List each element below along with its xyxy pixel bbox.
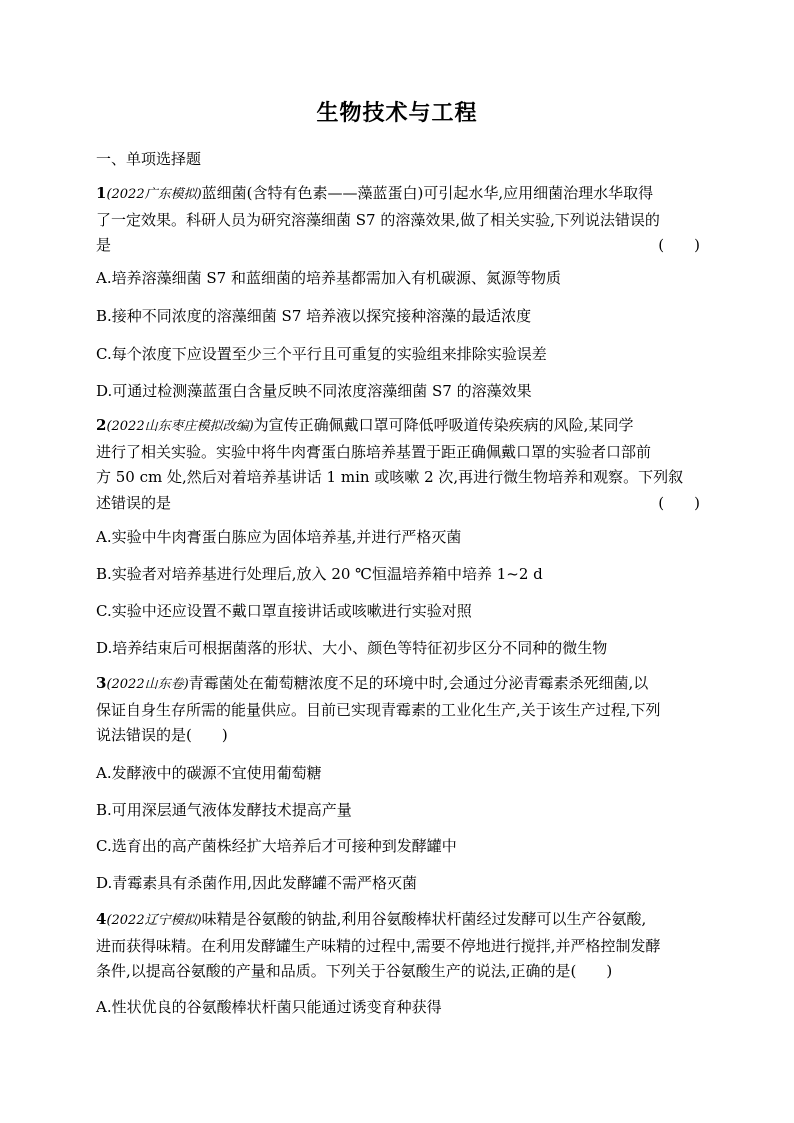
question-3-option-b: B.可用深层通气液体发酵技术提高产量 bbox=[96, 801, 352, 819]
question-1-option-c: C.每个浓度下应设置至少三个平行且可重复的实验组来排除实验误差 bbox=[96, 345, 547, 363]
question-2-line-4: 述错误的是 ( ) bbox=[96, 491, 700, 517]
question-2-option-b: B.实验者对培养基进行处理后,放入 20 ℃恒温培养箱中培养 1~2 d bbox=[96, 565, 543, 583]
question-number: 2 bbox=[96, 416, 107, 434]
question-4-option-a: A.性状优良的谷氨酸棒状杆菌只能通过诱变育种获得 bbox=[96, 998, 442, 1016]
question-1-stem bbox=[96, 181, 700, 259]
question-number: 1 bbox=[96, 184, 107, 202]
question-3-line-1: 3(2022山东卷)青霉菌处在葡萄糖浓度不足的环境中时,会通过分泌青霉素杀死细菌,以 bbox=[96, 674, 649, 692]
question-1-option-d: D.可通过检测藻蓝蛋白含量反映不同浓度溶藻细菌 S7 的溶藻效果 bbox=[96, 382, 532, 400]
question-1-line-3: 是 ( ) bbox=[96, 233, 700, 259]
question-source: (2022山东卷) bbox=[106, 677, 189, 692]
question-2-line-1: 2(2022山东枣庄模拟改编)为宣传正确佩戴口罩可降低呼吸道传染疾病的风险,某同学 bbox=[96, 416, 634, 434]
question-2-option-d: D.培养结束后可根据菌落的形状、大小、颜色等特征初步区分不同种的微生物 bbox=[96, 639, 608, 657]
question-3-option-c: C.选育出的高产菌株经扩大培养后才可接种到发酵罐中 bbox=[96, 837, 457, 855]
page-title: 生物技术与工程 bbox=[316, 101, 478, 126]
question-3-line-3: 说法错误的是( ) bbox=[96, 726, 228, 744]
question-1-option-a: A.培养溶藻细菌 S7 和蓝细菌的培养基都需加入有机碳源、氮源等物质 bbox=[96, 269, 561, 287]
question-3-stem bbox=[96, 671, 700, 749]
question-3-option-d: D.青霉素具有杀菌作用,因此发酵罐不需严格灭菌 bbox=[96, 874, 418, 892]
question-2-option-a: A.实验中牛肉膏蛋白胨应为固体培养基,并进行严格灭菌 bbox=[96, 528, 462, 546]
question-2-line-3: 方 50 cm 处,然后对着培养基讲话 1 min 或咳嗽 2 次,再进行微生物培养和观察。下列叙 bbox=[96, 468, 684, 486]
question-1-line-2: 了一定效果。科研人员为研究溶藻细菌 S7 的溶藻效果,做了相关实验,下列说法错误的 bbox=[96, 210, 660, 229]
question-number: 3 bbox=[96, 674, 107, 692]
question-4-line-1: 4(2022辽宁模拟)味精是谷氨酸的钠盐,利用谷氨酸棒状杆菌经过发酵可以生产谷氨酸, bbox=[96, 910, 647, 928]
question-3-option-a: A.发酵液中的碳源不宜使用葡萄糖 bbox=[96, 764, 322, 782]
answer-bracket: ( ) bbox=[658, 236, 700, 254]
question-1-option-b: B.接种不同浓度的溶藻细菌 S7 培养液以探究接种溶藻的最适浓度 bbox=[96, 307, 532, 325]
answer-bracket: ( ) bbox=[570, 962, 613, 980]
section-heading: 一、单项选择题 bbox=[96, 150, 202, 168]
question-2-line-2: 进行了相关实验。实验中将牛肉膏蛋白胨培养基置于距正确佩戴口罩的实验者口部前 bbox=[96, 442, 652, 461]
answer-bracket: ( ) bbox=[186, 726, 228, 744]
question-4-line-3: 条件,以提高谷氨酸的产量和品质。下列关于谷氨酸生产的说法,正确的是( ) bbox=[96, 962, 613, 980]
question-number: 4 bbox=[96, 910, 107, 928]
question-2-option-c: C.实验中还应设置不戴口罩直接讲话或咳嗽进行实验对照 bbox=[96, 602, 472, 620]
question-4-line-2: 进而获得味精。在利用发酵罐生产味精的过程中,需要不停地进行搅拌,并严格控制发酵 bbox=[96, 936, 661, 955]
question-source: (2022广东模拟) bbox=[106, 187, 202, 202]
question-3-line-2: 保证自身生存所需的能量供应。目前已实现青霉素的工业化生产,关于该生产过程,下列 bbox=[96, 700, 661, 719]
question-source: (2022辽宁模拟) bbox=[106, 913, 202, 928]
question-2-stem bbox=[96, 413, 700, 516]
question-source: (2022山东枣庄模拟改编) bbox=[106, 419, 254, 434]
question-1-line-1: 1(2022广东模拟)蓝细菌(含特有色素——藻蓝蛋白)可引起水华,应用细菌治理水华取得 bbox=[96, 184, 654, 202]
answer-bracket: ( ) bbox=[658, 493, 700, 512]
question-4-stem bbox=[96, 907, 700, 985]
